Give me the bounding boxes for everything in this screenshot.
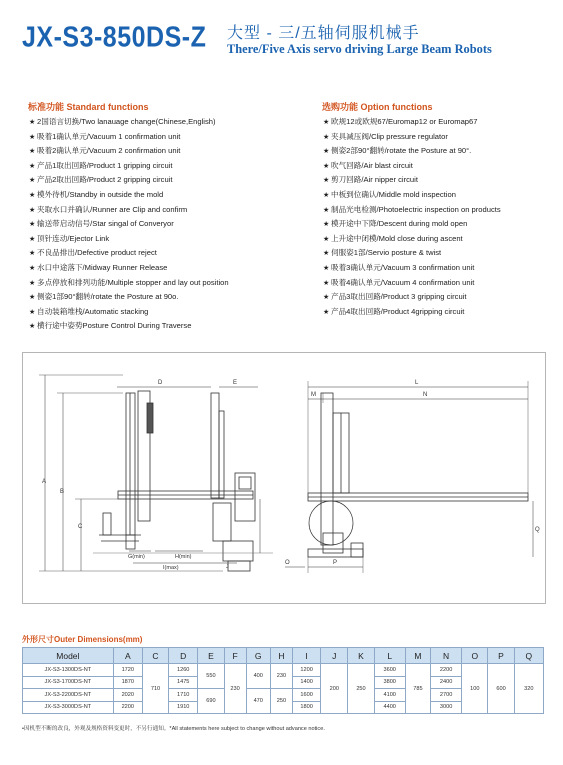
dim-label-h: H(min) [175, 554, 192, 560]
star-icon: ★ [29, 294, 36, 302]
column-header: H [270, 648, 292, 664]
list-item [29, 115, 229, 130]
cell-l: 4100 [374, 689, 405, 702]
column-header: N [431, 648, 462, 664]
star-icon: ★ [323, 119, 330, 126]
list-item [29, 305, 229, 320]
dim-label-j: J [226, 564, 229, 570]
star-icon: ★ [29, 308, 36, 316]
list-item [323, 246, 501, 261]
cell-m: 785 [405, 664, 430, 714]
column-header: Model [23, 648, 114, 664]
cell-d: 1910 [169, 701, 198, 714]
drawing-svg [23, 353, 545, 603]
star-icon: ★ [29, 206, 36, 214]
dim-label-a: A [42, 479, 47, 485]
cell-n: 2400 [431, 676, 462, 689]
side-vertical-arm [321, 393, 333, 545]
list-item-text: 横行途中姿势Posture Control During Traverse [37, 321, 192, 331]
list-item [323, 232, 501, 247]
list-item [323, 217, 501, 232]
list-item-text: 剪刀回路/Air nipper circuit [331, 175, 418, 185]
standard-functions-heading: 标准功能 Standard functions [28, 102, 149, 112]
right-column [211, 393, 219, 498]
list-item [323, 305, 501, 320]
list-item [323, 173, 501, 188]
cell-a: 1720 [113, 664, 142, 677]
list-item [323, 188, 501, 203]
cell-i: 1600 [292, 689, 320, 702]
list-item-text: 模外待机/Standby in outside the mold [37, 189, 164, 199]
list-item [323, 203, 501, 218]
dim-label-g: G(min) [128, 554, 145, 560]
standard-functions-list [29, 115, 229, 334]
star-icon: ★ [29, 250, 36, 258]
cell-e: 690 [198, 689, 224, 714]
dim-label-c: C [78, 524, 83, 530]
list-item [323, 130, 501, 145]
cell-f: 230 [224, 664, 246, 714]
list-item-text: 吸着2确认单元/Vacuum 2 confirmation unit [37, 146, 181, 156]
cell-n: 2200 [431, 664, 462, 677]
list-item [29, 261, 229, 276]
star-icon: ★ [323, 294, 330, 302]
cell-h: 250 [270, 689, 292, 714]
cell-p: 600 [488, 664, 514, 714]
dim-label-n: N [423, 392, 428, 398]
cell-d: 1710 [169, 689, 198, 702]
column-header: G [246, 648, 270, 664]
column-header: Q [514, 648, 543, 664]
cell-g: 470 [246, 689, 270, 714]
cell-i: 1800 [292, 701, 320, 714]
cell-model: JX-S3-1700DS-NT [23, 676, 114, 689]
star-icon: ★ [29, 279, 36, 287]
dim-label-b: B [60, 489, 65, 495]
star-icon: ★ [323, 308, 330, 316]
list-item [29, 130, 229, 145]
list-item-text: 2国语言切换/Two lanauage change(Chinese,English) [37, 117, 216, 126]
list-item [29, 246, 229, 261]
list-item-text: 多点停放和排列功能/Multiple stopper and lay out position [37, 277, 229, 287]
list-item [29, 232, 229, 247]
cell-k: 250 [348, 664, 374, 714]
star-icon: ★ [29, 148, 36, 156]
dim-label-q: Q [535, 527, 540, 533]
list-item-text: 产品2取出回路/Product 2 gripping circuit [37, 175, 173, 185]
column-header: C [142, 648, 168, 664]
list-item [29, 159, 229, 174]
column-header: D [169, 648, 198, 664]
star-icon: ★ [29, 235, 36, 243]
dimensions-header-row [23, 648, 544, 664]
list-item [29, 276, 229, 291]
star-icon: ★ [323, 250, 330, 258]
side-view [285, 381, 533, 573]
star-icon: ★ [323, 221, 330, 229]
table-row [23, 664, 544, 677]
list-item-text: 产品4取出回路/Product 4gripping circuit [331, 306, 465, 316]
dim-label-m: M [311, 392, 316, 398]
cell-q: 320 [514, 664, 543, 714]
list-item-text: 吸着4确认单元/Vacuum 4 confirmation unit [331, 277, 475, 287]
list-item-text: 吸着1确认单元/Vacuum 1 confirmation unit [37, 131, 181, 141]
list-item-text: 水口中途落下/Midway Runner Release [37, 262, 168, 272]
cell-h: 230 [270, 664, 292, 689]
star-icon: ★ [323, 133, 330, 141]
list-item [29, 173, 229, 188]
cell-i: 1200 [292, 664, 320, 677]
list-item [323, 159, 501, 174]
list-item [29, 319, 229, 334]
dim-label-i: I(max) [163, 565, 179, 571]
cell-e: 550 [198, 664, 224, 689]
cell-l: 3600 [374, 664, 405, 677]
vertical-arm [126, 393, 135, 535]
option-functions-list [323, 115, 501, 319]
list-item-text: 伺服姿1部/Servio posture & twist [331, 248, 442, 258]
cell-c: 710 [142, 664, 168, 714]
cell-model: JX-S3-2200DS-NT [23, 689, 114, 702]
cell-g: 400 [246, 664, 270, 689]
list-item-text: 模开途中下降/Descent during mold open [331, 219, 468, 229]
footnote: •因机型不断的改良，外观及规格资料变更时，不另行通知。*All statements here subject to change without advance notice. [22, 726, 325, 732]
dim-label-p: P [333, 560, 338, 566]
cell-d: 1260 [169, 664, 198, 677]
star-icon: ★ [29, 191, 36, 199]
front-view [39, 375, 273, 571]
dim-label-l: L [415, 380, 419, 386]
model-title: JX-S3-850DS-Z [22, 21, 207, 54]
star-icon: ★ [323, 191, 330, 199]
cell-i: 1400 [292, 676, 320, 689]
cell-j: 200 [321, 664, 348, 714]
cell-a: 1870 [113, 676, 142, 689]
option-functions-heading: 选购功能 Option functions [322, 102, 433, 112]
star-icon: ★ [323, 279, 330, 287]
list-item [29, 290, 229, 305]
dim-label-o: O [285, 560, 290, 566]
list-item-text: 吹气回路/Air blast circuit [331, 160, 413, 170]
star-icon: ★ [29, 177, 36, 185]
list-item-text: 夹取水口并确认/Runner are Clip and confirm [37, 204, 188, 214]
cell-a: 2020 [113, 689, 142, 702]
list-item-text: 自动装箱堆栈/Automatic stacking [37, 306, 149, 316]
list-item-text: 侧姿2部90°翻转/rotate the Posture at 90°. [331, 146, 472, 156]
list-item [323, 115, 501, 130]
list-item-text: 产品1取出回路/Product 1 gripping circuit [37, 160, 173, 170]
cell-o: 100 [462, 664, 488, 714]
list-item [323, 261, 501, 276]
title-english: There/Five Axis servo driving Large Beam Robots [227, 42, 492, 56]
list-item-text: 产品3取出回路/Product 3 gripping circuit [331, 292, 467, 302]
star-icon: ★ [29, 221, 36, 229]
list-item-text: 不良品排出/Defective product reject [37, 248, 157, 258]
star-icon: ★ [323, 264, 330, 272]
column-header: M [405, 648, 430, 664]
column-header: A [113, 648, 142, 664]
column-header: I [292, 648, 320, 664]
list-item [29, 188, 229, 203]
cell-l: 3800 [374, 676, 405, 689]
cell-l: 4400 [374, 701, 405, 714]
column-header: J [321, 648, 348, 664]
column-header: F [224, 648, 246, 664]
column-header: L [374, 648, 405, 664]
cell-d: 1475 [169, 676, 198, 689]
list-item-text: 输送带启动信号/Star singal of Converyor [37, 219, 174, 229]
list-item-text: 中板到位确认/Middle mold inspection [331, 189, 456, 199]
column-header: E [198, 648, 224, 664]
list-item-text: 吸着3确认单元/Vacuum 3 confirmation unit [331, 262, 475, 272]
star-icon: ★ [323, 162, 330, 170]
list-item [29, 217, 229, 232]
star-icon: ★ [29, 323, 36, 331]
star-icon: ★ [323, 177, 330, 185]
title-chinese: 大型 - 三/五轴伺服机械手 [227, 25, 420, 42]
cell-model: JX-S3-3000DS-NT [23, 701, 114, 714]
dim-label-e: E [233, 380, 238, 386]
star-icon: ★ [29, 162, 36, 170]
column-header: K [348, 648, 374, 664]
cell-n: 2700 [431, 689, 462, 702]
cell-n: 3000 [431, 701, 462, 714]
star-icon: ★ [29, 119, 36, 126]
cell-a: 2200 [113, 701, 142, 714]
list-item-text: 制品光电检测/Photoelectric inspection on products [331, 204, 501, 214]
star-icon: ★ [323, 206, 330, 214]
cell-model: JX-S3-1300DS-NT [23, 664, 114, 677]
list-item-text: 侧姿1部90°翻转/rotate the Posture at 90o. [37, 292, 179, 302]
list-item-text: 欧规12或欧规67/Euromap12 or Euromap67 [331, 117, 478, 126]
list-item [323, 290, 501, 305]
star-icon: ★ [29, 133, 36, 141]
star-icon: ★ [323, 235, 330, 243]
list-item [323, 144, 501, 159]
list-item-text: 夹具减压阀/Clip pressure regulator [331, 131, 448, 141]
dim-label-d: D [158, 380, 163, 386]
list-item [29, 144, 229, 159]
list-item-text: 上升途中闭模/Mold close during ascent [331, 233, 463, 243]
dimensions-title: 外形尺寸Outer Dimensions(mm) [22, 635, 143, 644]
column-header: P [488, 648, 514, 664]
dimensions-table [22, 647, 544, 714]
list-item-text: 顶针连动/Ejector Link [37, 233, 110, 243]
technical-drawing [22, 352, 546, 604]
column-header: O [462, 648, 488, 664]
list-item [323, 276, 501, 291]
star-icon: ★ [29, 264, 36, 272]
control-box [235, 473, 255, 521]
list-item [29, 203, 229, 218]
star-icon: ★ [323, 148, 330, 156]
